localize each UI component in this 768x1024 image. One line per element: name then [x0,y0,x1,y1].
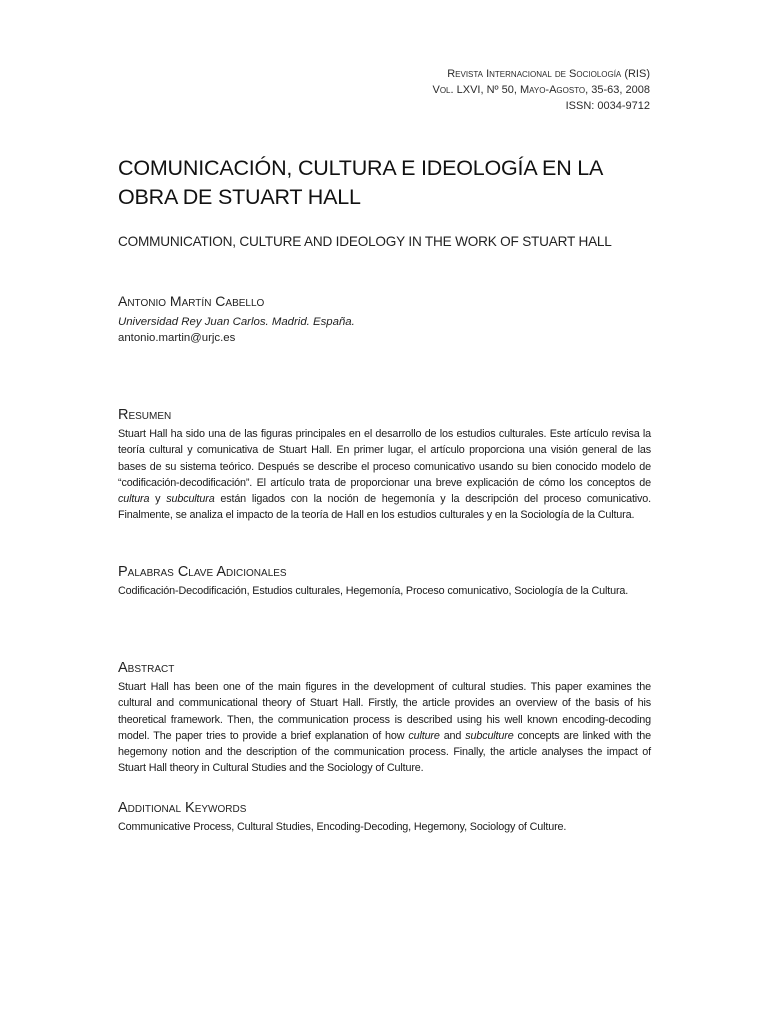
journal-name: Revista Internacional de Sociología (RIS) [447,68,650,80]
journal-header [433,66,651,114]
abstract-term-subculture: subculture [465,729,514,742]
resumen-text-part: están ligados con la noción de hegemonía y la descripción del proceso comunicativo. Finalmente, se analiza el impacto de la teoría de Hall en los estudios culturales y en la Sociología de la Cultura. [118,493,651,522]
resumen-term-cultura: cultura [118,493,150,506]
abstract-text-part: concepts are linked with the hegemony notion and the description of the communication process. Finally, the article analyses the impact of Stuart Hall theory in Cultural Studies and the Sociology of Culture. [118,729,652,775]
article-title: COMUNICACIÓN, CULTURA E IDEOLOGÍA EN LA OBRA DE STUART HALL [118,156,603,209]
author-name: Antonio Martín Cabello [118,293,265,309]
additional-keywords-text: Communicative Process, Cultural Studies, Encoding-Decoding, Hegemony, Sociology of Culture. [118,821,567,833]
author-email[interactable]: antonio.martin@urjc.es [118,332,236,344]
article-subtitle: COMMUNICATION, CULTURE AND IDEOLOGY IN THE WORK OF STUART HALL [118,234,612,249]
journal-volume: Vol. LXVI, Nº 50, Mayo-Agosto, 35-63, 2008 [432,84,650,96]
resumen-text [118,426,651,524]
resumen-text-part: y [149,493,167,506]
resumen-heading: Resumen [118,407,172,423]
additional-keywords-heading: Additional Keywords [118,800,247,816]
abstract-text-part: Stuart Hall has been one of the main figures in the development of cultural studies. This paper examines the cultural and communicational theory of Stuart Hall. Firstly, the article provides an overview of the basis of his theoretical framework. Then, the communication process is described using his well known encoding-decoding model. The paper tries to provide a brief explanation of how [118,681,651,742]
author-affiliation: Universidad Rey Juan Carlos. Madrid. España. [118,316,355,328]
journal-issn: ISSN: 0034-9712 [565,100,650,112]
palabras-clave-heading: Palabras Clave Adicionales [118,564,287,580]
palabras-clave-text: Codificación-Decodificación, Estudios culturales, Hegemonía, Proceso comunicativo, Sociología de la Cultura. [118,585,629,597]
abstract-term-culture: culture [408,729,440,742]
abstract-text [118,679,651,777]
abstract-text-part: and [439,729,466,742]
resumen-term-subcultura: subcultura [166,493,215,506]
abstract-heading: Abstract [118,660,175,676]
resumen-text-part: Stuart Hall ha sido una de las figuras principales en el desarrollo de los estudios culturales. Este artículo revisa la teoría cultural y comunicativa de Stuart Hall. En primer lugar, el artículo proporciona una visión general de las bases de su sistema teórico. Después se describe el proceso comunicativo usando su bien conocido modelo de “codificación-decodificación”. El artículo trata de proporcionar una breve explicación de cómo los conceptos de [118,428,651,489]
